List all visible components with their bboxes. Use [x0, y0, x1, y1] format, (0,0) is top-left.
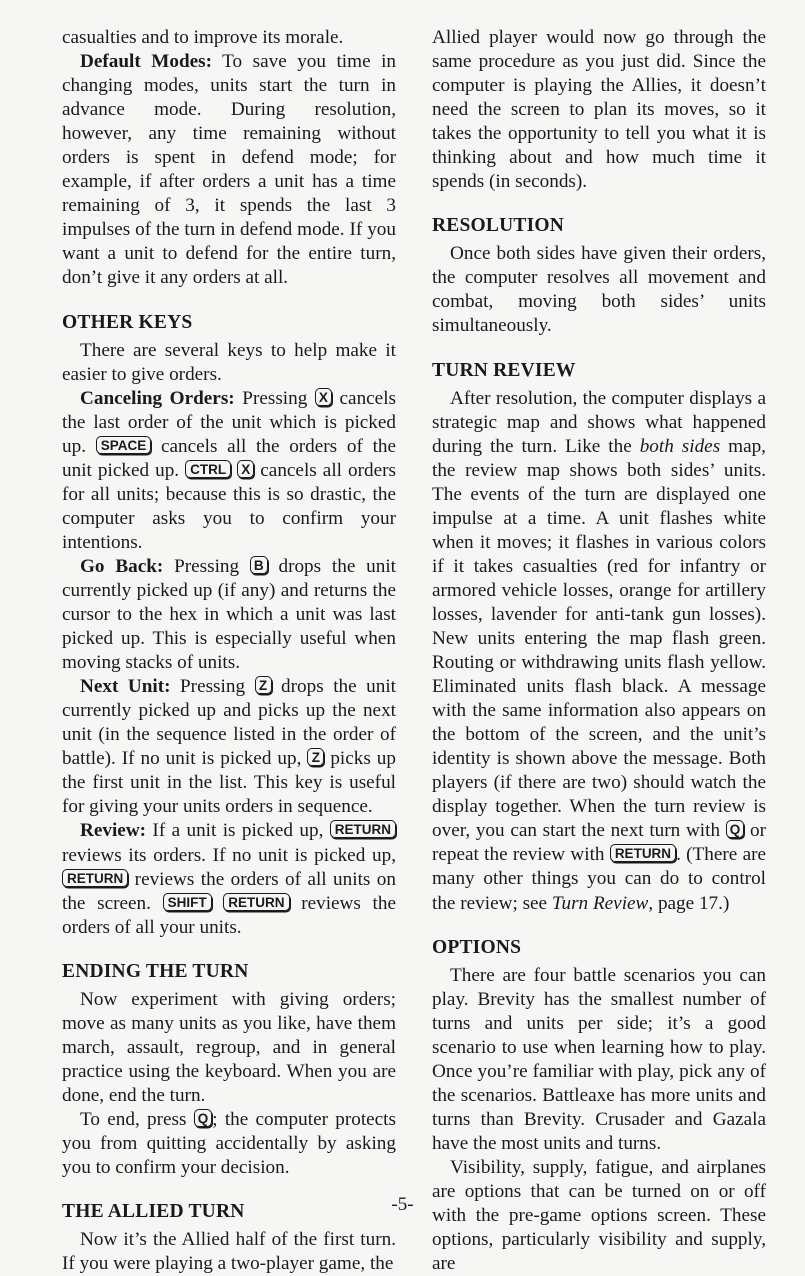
paragraph: Now experiment with giving orders; move as many units as you like, have them march, assault, regroup, and in general practice using the keyboard. When you are done, end the turn. — [62, 988, 396, 1106]
paragraph: There are several keys to help make it easier to give orders. — [62, 339, 396, 385]
paragraph: To end, press Q ; the computer protects you from quitting accidentally by asking you to confirm your decision. — [62, 1108, 396, 1179]
paragraph: Now it’s the Allied half of the first turn. If you were playing a two-player game, the — [62, 1229, 396, 1275]
key-z-icon: Z — [255, 676, 272, 694]
heading-resolution: RESOLUTION — [432, 215, 565, 237]
default-modes-paragraph: Default Modes: To save you time in changing modes, units start the turn in advance mode. During resolution, however, any time remaining without orders is spent in defend mode; for example, if after orders a unit has a time remaining of 3, it spends the last 3 impulses of the turn in defend mode. If you want a unit to defend for the entire turn, don’t give it any orders at all. — [62, 51, 397, 289]
canceling-orders-paragraph: Canceling Orders: Pressing X cancels the last order of the unit which is picked up. SPACE cancels all the orders of the unit picked up. CTRL X cancels all orders for all units; because this is so drastic, the computer asks you to confirm your intentions. — [62, 387, 397, 553]
key-b-icon: B — [250, 556, 268, 574]
key-q-icon: Q — [194, 1109, 213, 1127]
left-column — [62, 26, 396, 1276]
paragraph: There are four battle scenarios you can play. Brevity has the smallest number of turns and units per side; it’s a good scenario to use when learning how to play. Once you’re familiar with play, pick any of the scenarios. Battleaxe has more units and turns than Brevity. Crusader and Gazala have the most units and turns. — [432, 964, 766, 1154]
paragraph: Once both sides have given their orders, the computer resolves all movement and combat, moving both sides’ units simultaneously. — [432, 243, 766, 337]
key-return-icon: RETURN — [223, 893, 289, 911]
review-paragraph: Review: If a unit is picked up, RETURN reviews its orders. If no unit is picked up, RETURN reviews the orders of all units on the screen. SHIFT RETURN reviews the orders of all your units. — [62, 820, 396, 938]
heading-other-keys: OTHER KEYS — [62, 311, 193, 333]
key-x-icon: X — [315, 388, 332, 406]
page-number: -5- — [391, 1194, 414, 1215]
key-return-icon: RETURN — [330, 820, 396, 838]
key-z-icon: Z — [307, 748, 324, 766]
key-return-icon: RETURN — [610, 844, 676, 862]
heading-allied-turn: THE ALLIED TURN — [62, 1201, 245, 1223]
paragraph: Visibility, supply, fatigue, and airplanes are options that can be turned on or off with the pre-game options screen. These options, particularly visibility and supply, are — [432, 1156, 766, 1275]
key-ctrl-icon: CTRL — [185, 460, 231, 478]
heading-ending-the-turn: ENDING THE TURN — [62, 960, 249, 982]
paragraph: Allied player would now go through the same procedure as you just did. Since the computer is playing the Allies, it doesn’t need the screen to plan its moves, so it takes the opportunity to tell you what it is thinking about and how much time it spends (in seconds). — [432, 27, 766, 193]
heading-turn-review: TURN REVIEW — [432, 359, 576, 381]
key-q-icon: Q — [726, 820, 745, 838]
key-x-icon: X — [237, 460, 254, 478]
right-column — [432, 26, 766, 1276]
lead-default-modes: Default Modes: — [80, 51, 212, 73]
paragraph: casualties and to improve its morale. — [62, 27, 344, 48]
turn-review-paragraph: After resolution, the computer displays a strategic map and shows what happened during the turn. Like the both sides map, the review map shows both sides’ units. The events of the turn are displayed one impulse at a time. A unit flashes white when it moves; it flashes in various colors if it takes casualties (red for infantry or armored vehicle losses, orange for artillery losses, lavender for anti-tank gun losses). New units entering the map flash green. Routing or withdrawing units flash yellow. Eliminated units flash black. A message with the same information also appears on the bottom of the screen, and the unit’s identity is shown above the message. Both players (if there are two) should watch the display together. When the turn review is over, you can start the next turn with Q or repeat the review with RETURN . (There are many other things you can do to control the review; see Turn Review, page 17.) — [432, 387, 767, 914]
go-back-paragraph: Go Back: Pressing B drops the unit currently picked up (if any) and returns the cursor to the hex in which a unit was last picked up. This is especially useful when moving stacks of units. — [62, 555, 396, 674]
next-unit-paragraph: Next Unit: Pressing Z drops the unit currently picked up and picks up the next unit (in the sequence listed in the order of battle). If no unit is picked up, Z picks up the first unit in the list. This key is useful for giving your units orders in sequence. — [62, 676, 396, 818]
key-space-icon: SPACE — [96, 436, 152, 454]
heading-options: OPTIONS — [432, 936, 522, 958]
key-return-icon: RETURN — [62, 869, 128, 887]
key-shift-icon: SHIFT — [163, 893, 212, 911]
